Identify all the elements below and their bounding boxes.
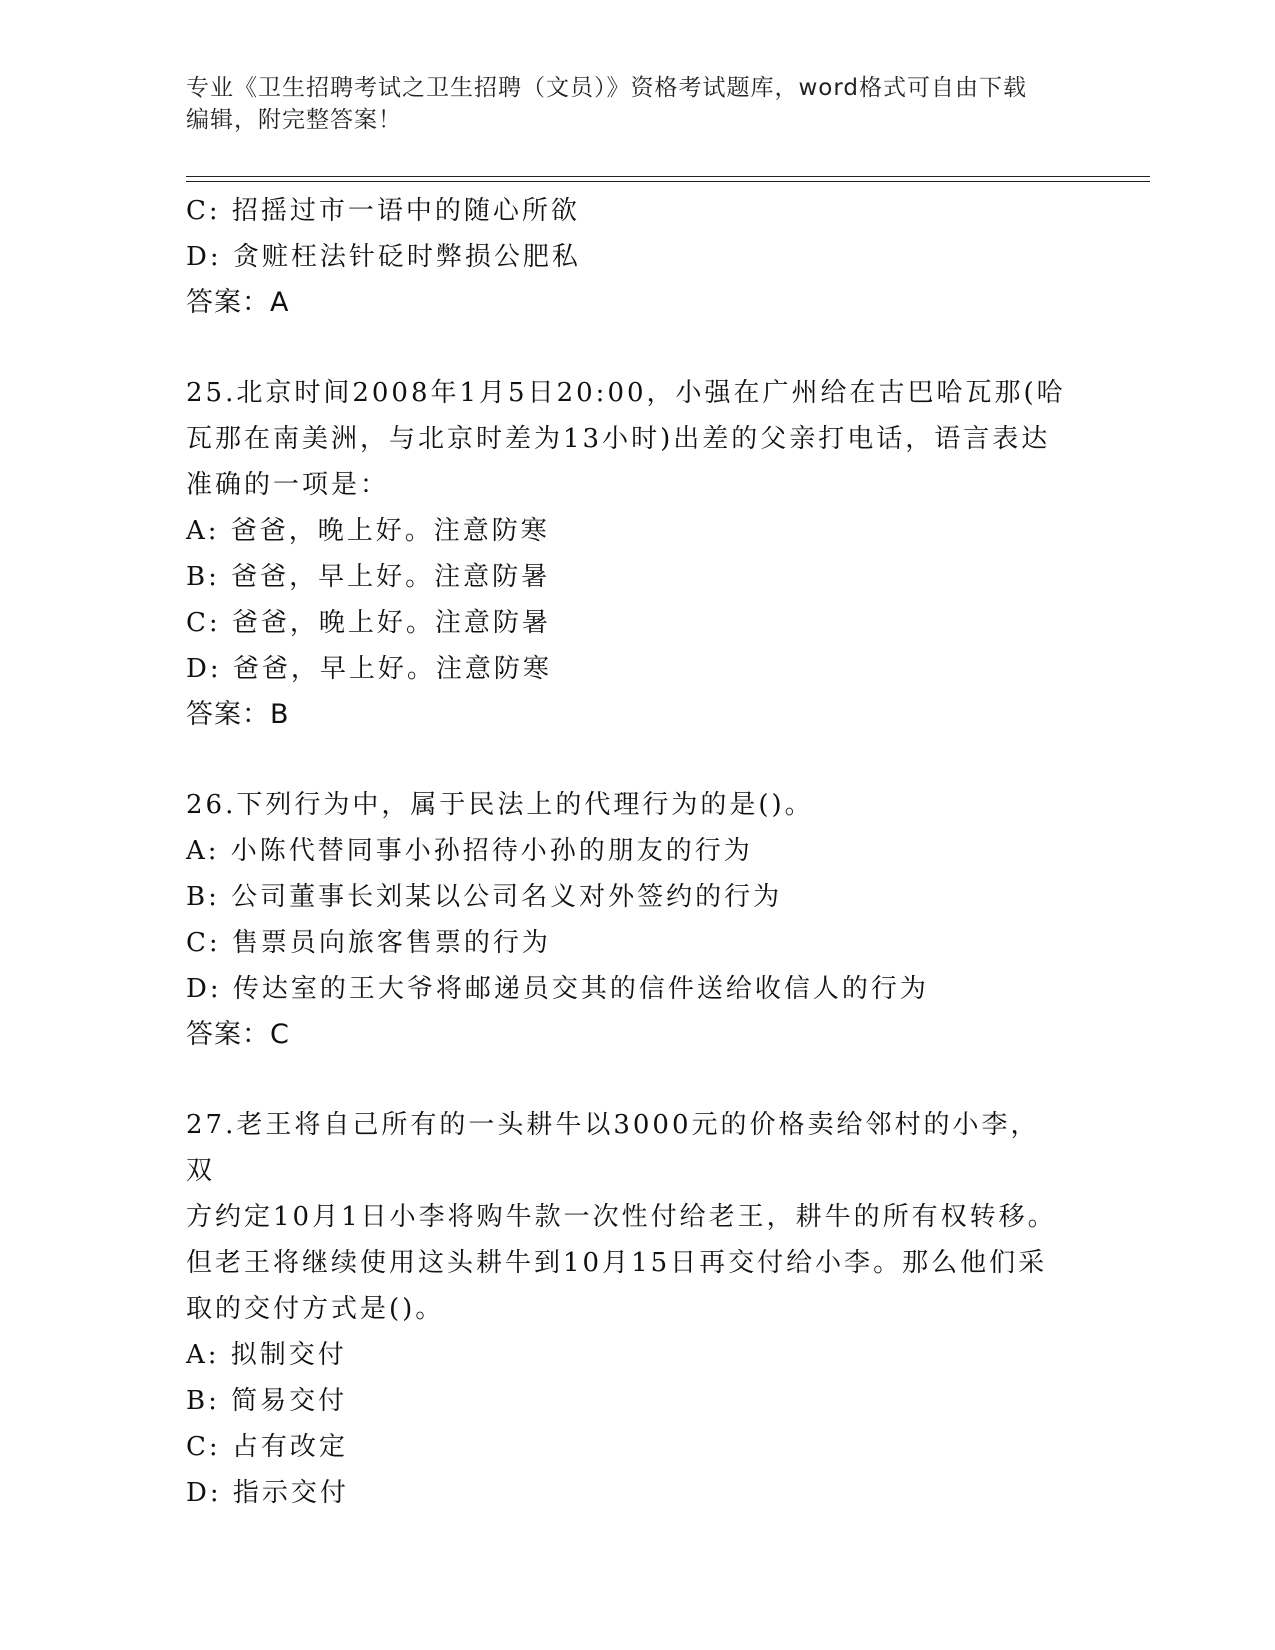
document-header (186, 72, 1066, 136)
option-b: B: 简易交付 (186, 1386, 348, 1416)
option-d: D: 爸爸，早上好。注意防寒 (186, 654, 552, 684)
option-b: B: 公司董事长刘某以公司名义对外签约的行为 (186, 882, 783, 912)
spacer (186, 738, 1066, 782)
question-text-line: 准确的一项是： (186, 470, 390, 500)
option-a: A: 爸爸，晚上好。注意防寒 (186, 516, 550, 546)
option-a: A: 拟制交付 (186, 1340, 347, 1370)
spacer (186, 326, 1066, 370)
option-c: C: 占有改定 (186, 1432, 348, 1462)
header-line-2: 编辑，附完整答案！ (186, 107, 402, 133)
option-d: D: 贪赃枉法针砭时弊损公肥私 (186, 242, 581, 272)
question-text-line: 方约定10月1日小李将购牛款一次性付给老王，耕牛的所有权转移。 (186, 1202, 1057, 1232)
question-text-line: 但老王将继续使用这头耕牛到10月15日再交付给小李。那么他们采 (186, 1248, 1048, 1278)
answer: 答案：B (186, 699, 290, 730)
header-line-1: 专业《卫生招聘考试之卫生招聘（文员）》资格考试题库，word格式可自由下载 (186, 75, 1028, 101)
question-text-line: 27.老王将自己所有的一头耕牛以3000元的价格卖给邻村的小李，双 (186, 1110, 1040, 1186)
answer: 答案：C (186, 1019, 290, 1050)
option-c: C: 售票员向旅客售票的行为 (186, 928, 551, 958)
document-body (186, 188, 1066, 1516)
question-25 (186, 370, 1066, 738)
question-text-line: 瓦那在南美洲，与北京时差为13小时)出差的父亲打电话，语言表达 (186, 424, 1051, 454)
previous-question-tail (186, 188, 1066, 326)
question-27 (186, 1102, 1066, 1516)
spacer (186, 1058, 1066, 1102)
header-rule-top (186, 176, 1150, 177)
option-d: D: 传达室的王大爷将邮递员交其的信件送给收信人的行为 (186, 974, 929, 1004)
answer: 答案：A (186, 287, 290, 318)
question-26 (186, 782, 1066, 1058)
option-d: D: 指示交付 (186, 1478, 349, 1508)
question-text-line: 26.下列行为中，属于民法上的代理行为的是()。 (186, 790, 814, 820)
header-rule-bottom (186, 181, 1150, 182)
option-b: B: 爸爸，早上好。注意防暑 (186, 562, 551, 592)
option-c: C: 招摇过市一语中的随心所欲 (186, 196, 580, 226)
question-text-line: 25.北京时间2008年1月5日20:00，小强在广州给在古巴哈瓦那(哈 (186, 378, 1066, 408)
question-text-line: 取的交付方式是()。 (186, 1294, 445, 1324)
option-c: C: 爸爸，晚上好。注意防暑 (186, 608, 551, 638)
option-a: A: 小陈代替同事小孙招待小孙的朋友的行为 (186, 836, 753, 866)
